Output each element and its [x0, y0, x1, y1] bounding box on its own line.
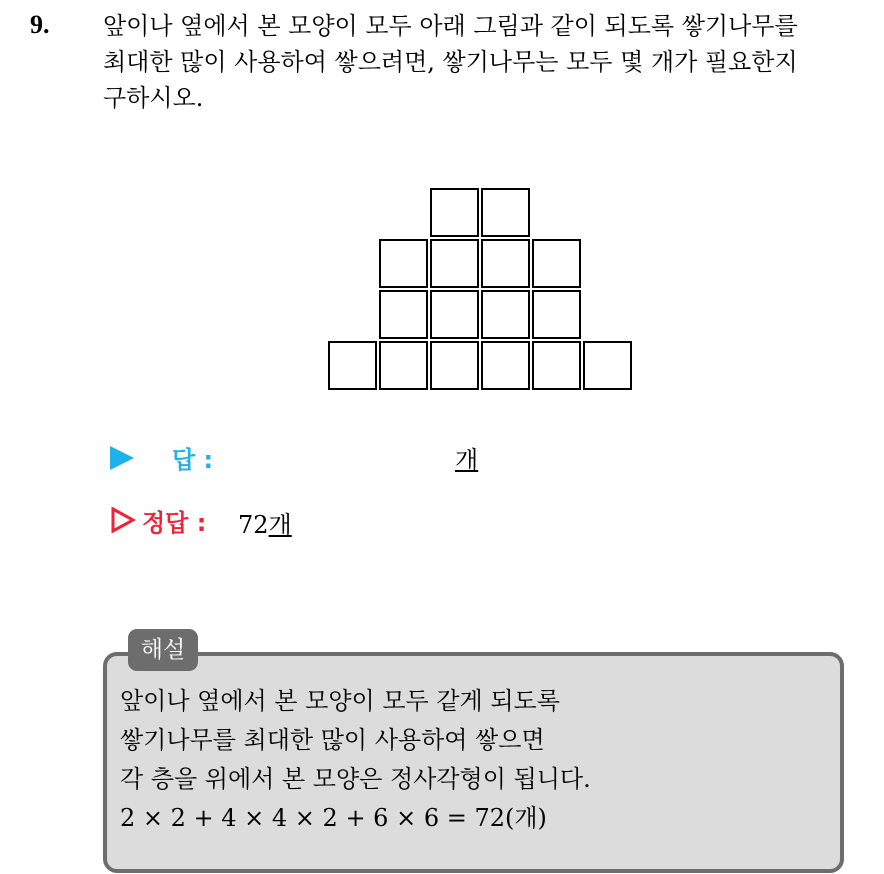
question-text — [103, 8, 873, 116]
answer-row — [110, 440, 530, 476]
block-cell — [430, 341, 479, 390]
answer-unit: 개 — [455, 446, 479, 474]
correct-answer — [238, 505, 292, 540]
explanation-line: 각 층을 위에서 본 모양은 정사각형이 됩니다. — [120, 765, 591, 793]
block-cell — [532, 290, 581, 339]
correct-answer-unit: 개 — [268, 511, 292, 539]
question-line: 구하시오. — [103, 84, 204, 112]
block-cell — [481, 290, 530, 339]
correct-answer-row — [110, 503, 510, 539]
block-cell — [532, 239, 581, 288]
block-cell — [430, 239, 479, 288]
outline-triangle-icon — [110, 507, 136, 533]
block-cell — [379, 290, 428, 339]
question-number: 9. — [30, 10, 50, 39]
block-side-view-figure — [328, 188, 634, 392]
explanation-tab: 해설 — [128, 629, 198, 671]
block-cell — [430, 188, 479, 237]
block-cell — [481, 188, 530, 237]
block-cell — [379, 239, 428, 288]
correct-answer-label: 정답 : — [142, 509, 207, 537]
block-cell — [481, 341, 530, 390]
block-cell — [481, 239, 530, 288]
explanation-line: 앞이나 옆에서 본 모양이 모두 같게 되도록 — [120, 687, 560, 715]
explanation-text — [120, 682, 591, 838]
block-cell — [583, 341, 632, 390]
block-cell — [532, 341, 581, 390]
question-line: 앞이나 옆에서 본 모양이 모두 아래 그림과 같이 되도록 쌓기나무를 — [103, 12, 798, 40]
explanation-formula: 2 × 2 + 4 × 4 × 2 + 6 × 6 = 72(개) — [120, 804, 547, 832]
question-line: 최대한 많이 사용하여 쌓으려면, 쌓기나무는 모두 몇 개가 필요한지 — [103, 48, 798, 76]
play-triangle-icon — [110, 446, 134, 470]
explanation-line: 쌓기나무를 최대한 많이 사용하여 쌓으면 — [120, 726, 545, 754]
block-cell — [430, 290, 479, 339]
block-cell — [328, 341, 377, 390]
answer-label: 답 : — [172, 446, 214, 474]
block-cell — [379, 341, 428, 390]
correct-answer-value: 72 — [238, 511, 269, 539]
